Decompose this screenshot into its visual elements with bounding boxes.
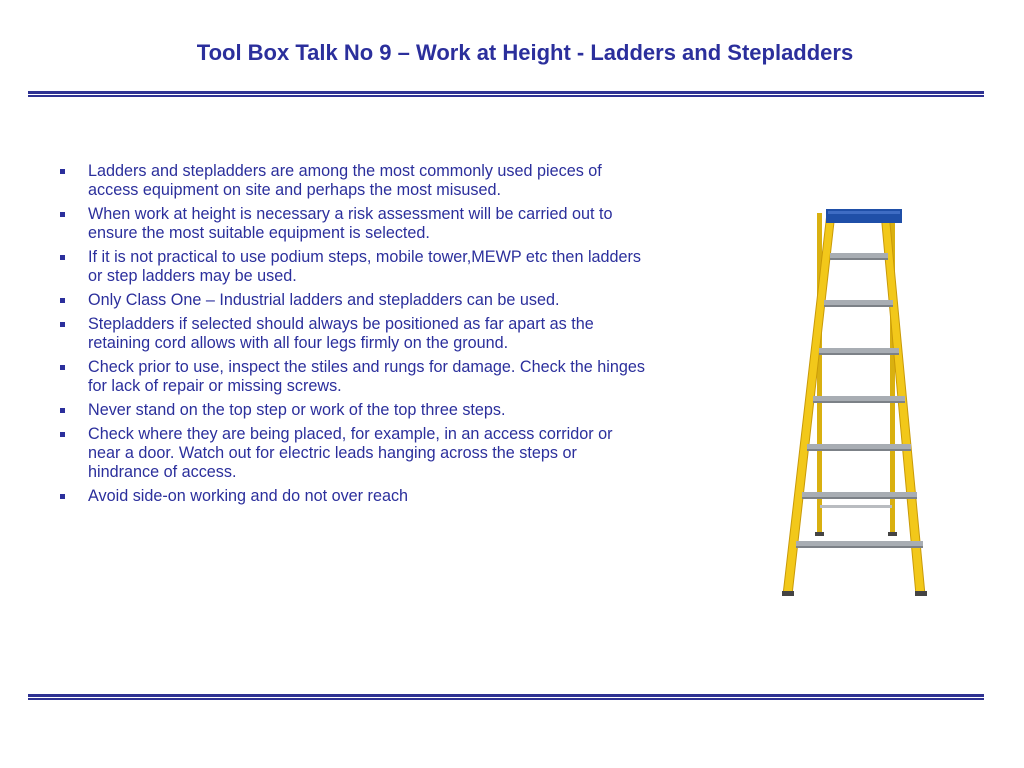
ladder-step-shadow: [819, 353, 899, 355]
bullet-text: Check where they are being placed, for example, in an access corridor or near a door. Watch out for electric leads hanging across the steps or hindrance of access.: [88, 425, 613, 481]
bullet-item: [58, 358, 648, 396]
square-bullet-icon: [60, 494, 65, 499]
rear-brace: [820, 505, 892, 508]
ladder-step: [819, 348, 899, 353]
ladder-step-shadow: [824, 305, 893, 307]
ladder-step-shadow: [830, 258, 888, 260]
ladder-step: [824, 300, 893, 305]
ladder-steps: [796, 253, 923, 548]
square-bullet-icon: [60, 169, 65, 174]
bullet-text: Stepladders if selected should always be positioned as far apart as the retaining cord allows with all four legs firmly on the ground.: [88, 315, 594, 352]
bullet-text: Only Class One – Industrial ladders and stepladders can be used.: [88, 291, 560, 309]
ladder-step-shadow: [802, 497, 917, 499]
bullet-item: [58, 205, 648, 243]
square-bullet-icon: [60, 255, 65, 260]
top-divider: [28, 91, 984, 97]
slide-title: Tool Box Talk No 9 – Work at Height - Ladders and Stepladders: [196, 40, 854, 65]
ladder-step-shadow: [796, 546, 923, 548]
square-bullet-icon: [60, 408, 65, 413]
foot-left: [782, 591, 794, 596]
front-stile-right: [881, 213, 925, 595]
rear-foot-left: [815, 532, 824, 536]
bullet-item: [58, 291, 648, 310]
ladder-step: [796, 541, 923, 546]
bullet-text: Ladders and stepladders are among the most commonly used pieces of access equipment on site and perhaps the most misused.: [88, 162, 602, 199]
bullet-text: Check prior to use, inspect the stiles and rungs for damage. Check the hinges for lack of repair or missing screws.: [88, 358, 645, 395]
bullet-text: When work at height is necessary a risk assessment will be carried out to ensure the most suitable equipment is selected.: [88, 205, 613, 242]
ladder-step-shadow: [813, 401, 905, 403]
bottom-divider: [28, 694, 984, 700]
ladder-step: [813, 396, 905, 401]
ladder-step-shadow: [807, 449, 911, 451]
bullet-item: [58, 162, 648, 200]
bullet-list: [58, 162, 648, 511]
ladder-step: [807, 444, 911, 449]
square-bullet-icon: [60, 432, 65, 437]
ladder-step: [802, 492, 917, 497]
square-bullet-icon: [60, 212, 65, 217]
ladder-step: [830, 253, 888, 258]
bullet-item: [58, 487, 648, 506]
front-stile-left: [783, 213, 835, 595]
bullet-text: If it is not practical to use podium steps, mobile tower,MEWP etc then ladders or step ladders may be used.: [88, 248, 642, 285]
square-bullet-icon: [60, 365, 65, 370]
rear-foot-right: [888, 532, 897, 536]
foot-right: [915, 591, 927, 596]
bullet-text: Avoid side-on working and do not over reach: [88, 487, 409, 505]
bullet-item: [58, 425, 648, 482]
square-bullet-icon: [60, 322, 65, 327]
bullet-item: [58, 248, 648, 286]
bullet-text: Never stand on the top step or work of the top three steps.: [88, 401, 506, 419]
stepladder-image: [780, 205, 930, 600]
bullet-item: [58, 401, 648, 420]
square-bullet-icon: [60, 298, 65, 303]
bullet-item: [58, 315, 648, 353]
top-cap-highlight: [828, 211, 900, 214]
